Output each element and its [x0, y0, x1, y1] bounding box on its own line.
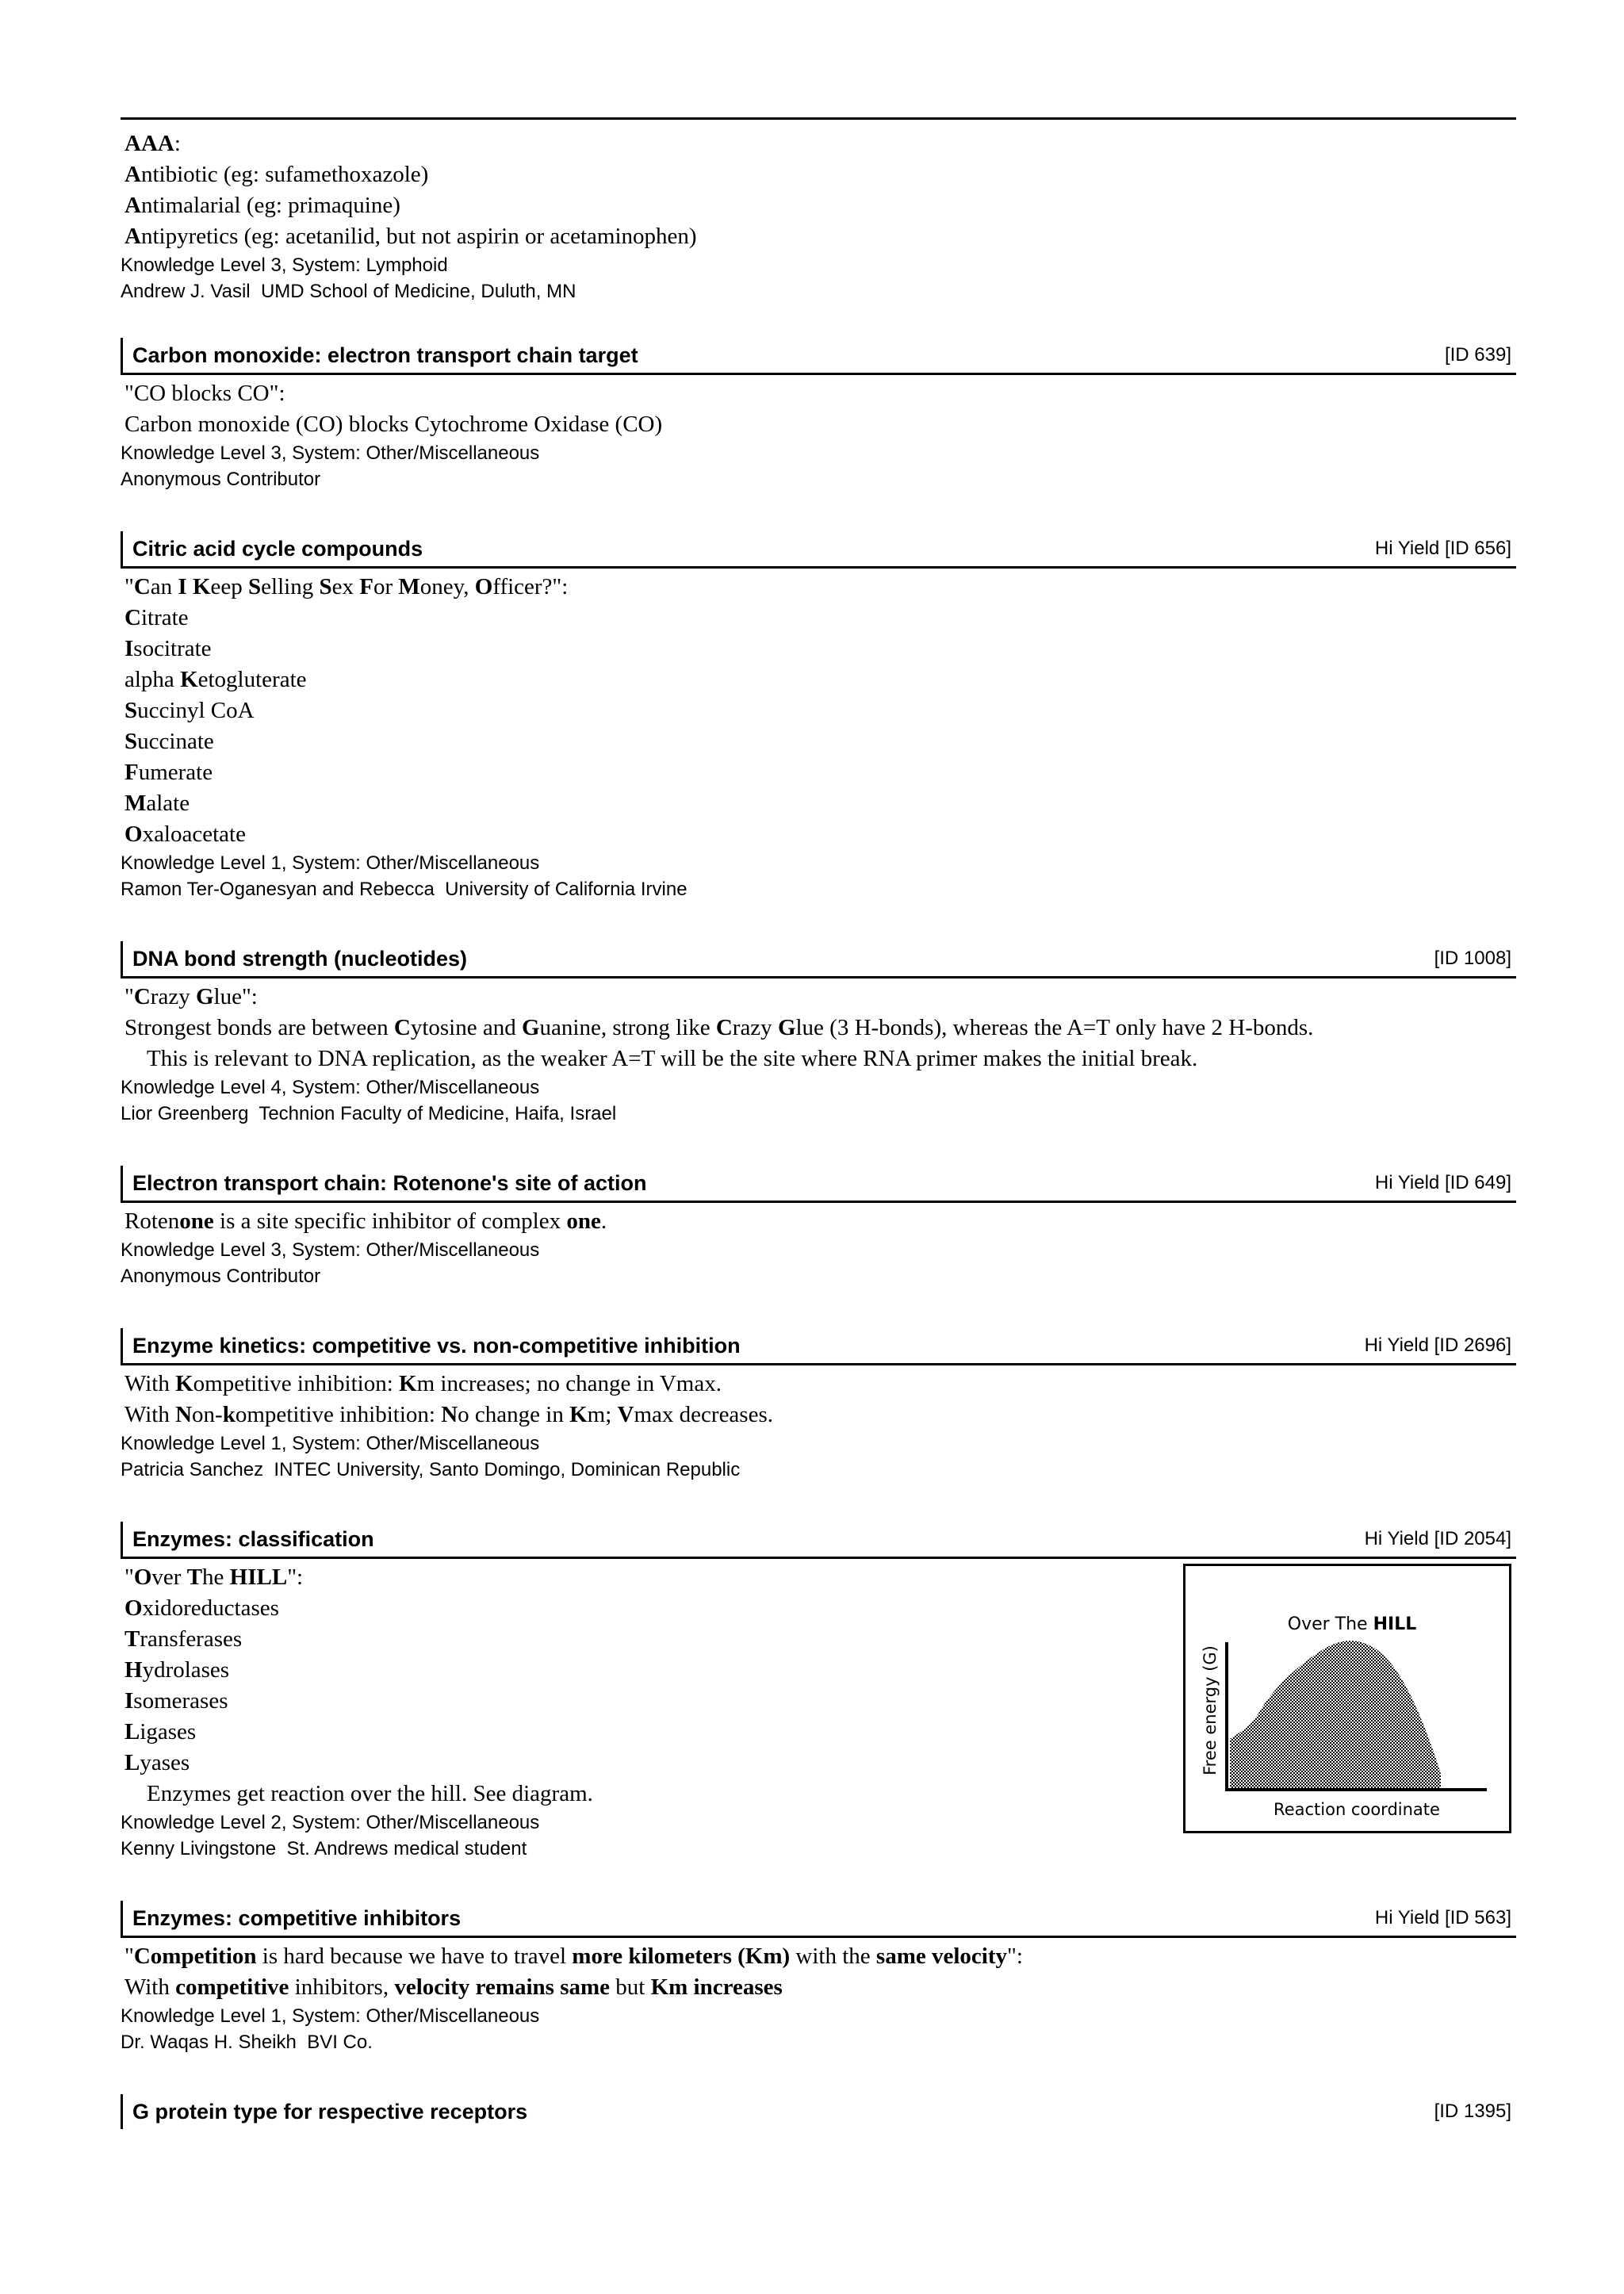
text-run — [187, 574, 193, 599]
entry-title: Enzymes: competitive inhibitors — [132, 1906, 462, 1930]
over-the-hill-diagram — [1183, 1564, 1511, 1833]
mnemonic-letter: S — [248, 574, 262, 599]
body-line — [124, 159, 1516, 190]
author: Andrew J. Vasil UMD School of Medicine, Duluth, MN — [121, 281, 576, 302]
text-run: : — [174, 131, 181, 156]
text-run: is a site specific inhibitor of complex — [213, 1208, 567, 1234]
mnemonic-letter: K — [399, 1371, 417, 1396]
text-run: uanine, strong like — [539, 1015, 716, 1040]
body-line — [124, 819, 1516, 850]
author: Ramon Ter-Oganesyan and Rebecca University of California Irvine — [121, 879, 688, 900]
text-run: etogluterate — [197, 667, 307, 692]
mnemonic-letter: O — [133, 1564, 152, 1590]
entry-header — [121, 941, 1516, 978]
mnemonic-letter: K — [175, 1371, 193, 1396]
body-line — [124, 1013, 1516, 1044]
body-line — [124, 221, 1516, 252]
entry-id-tag: Hi Yield [ID 649] — [1374, 1172, 1511, 1193]
text-run: umerate — [138, 760, 213, 785]
text-run: " — [124, 574, 134, 599]
mnemonic-letter: more kilometers (Km) — [572, 1944, 791, 1969]
text-run: is hard because we have to travel — [256, 1944, 573, 1969]
text-run: igases — [140, 1719, 197, 1744]
entry-id-tag: Hi Yield [ID 656] — [1374, 538, 1511, 559]
mnemonic-letter: G — [521, 1015, 540, 1040]
mnemonic-letter: H — [124, 1657, 143, 1683]
body-line — [124, 190, 1516, 221]
text-run: eep — [210, 574, 249, 599]
mnemonic-letter: O — [124, 821, 143, 847]
text-run: This is relevant to DNA replication, as the weaker A=T will be the site where RNA primer makes the initial break. — [147, 1046, 1198, 1071]
knowledge-level: Knowledge Level 1, System: Other/Miscellaneous — [121, 1433, 540, 1454]
text-run: uccinate — [137, 729, 214, 754]
text-run: he — [202, 1564, 230, 1590]
text-run: alpha — [124, 667, 181, 692]
body-line — [124, 409, 1516, 440]
mnemonic-letter: velocity remains same — [394, 1974, 611, 2000]
entry-citric-acid-cycle — [121, 531, 1516, 902]
mnemonic-letter: one — [179, 1208, 214, 1234]
text-run: elling — [261, 574, 320, 599]
entry-id-tag: Hi Yield [ID 2054] — [1364, 1528, 1511, 1549]
mnemonic-letter: O — [474, 574, 493, 599]
text-run: lue": — [213, 984, 258, 1009]
text-run: an — [150, 574, 178, 599]
text-run: ": — [1007, 1944, 1023, 1969]
entry-title: Citric acid cycle compounds — [132, 537, 423, 561]
mnemonic-letter: C — [133, 574, 151, 599]
text-run: ransferases — [140, 1626, 243, 1652]
text-run: With — [124, 1974, 176, 2000]
body-line — [124, 695, 1516, 726]
mnemonic-letter: K — [180, 667, 198, 692]
mnemonic-letter: AAA — [124, 131, 174, 156]
mnemonic-letter: C — [124, 605, 141, 630]
entry-header — [121, 1166, 1516, 1203]
mnemonic-letter: Competition — [133, 1944, 257, 1969]
body-line — [124, 378, 1516, 409]
entry-id-tag: Hi Yield [ID 563] — [1374, 1907, 1511, 1928]
author: Patricia Sanchez INTEC University, Santo Domingo, Dominican Republic — [121, 1459, 741, 1480]
text-run: somerases — [133, 1688, 228, 1714]
text-run: With — [124, 1371, 176, 1396]
body-line — [124, 1044, 1516, 1074]
entry-id-tag: [ID 1395] — [1434, 2101, 1511, 2122]
mnemonic-letter: A — [124, 224, 141, 249]
hill-diagram-svg — [1185, 1566, 1509, 1831]
text-run: ex — [331, 574, 360, 599]
knowledge-level: Knowledge Level 4, System: Other/Miscellaneous — [121, 1077, 540, 1098]
mnemonic-letter: O — [124, 1595, 143, 1621]
mnemonic-letter: k — [222, 1402, 236, 1427]
body-line — [124, 788, 1516, 819]
mnemonic-letter: C — [393, 1015, 411, 1040]
mnemonic-letter: C — [715, 1015, 733, 1040]
mnemonic-letter: F — [359, 574, 373, 599]
top-rule — [121, 117, 1516, 120]
entry-body — [121, 125, 1516, 252]
text-run: inhibitors, — [289, 1974, 395, 2000]
text-run: razy — [732, 1015, 778, 1040]
knowledge-level: Knowledge Level 3, System: Other/Miscellaneous — [121, 1239, 540, 1261]
body-line — [124, 982, 1516, 1013]
entry-body — [121, 1938, 1516, 2003]
text-run: or — [373, 574, 399, 599]
text-run: m; — [587, 1402, 618, 1427]
author: Anonymous Contributor — [121, 469, 321, 490]
mnemonic-letter: Km increases — [650, 1974, 783, 2000]
text-run: fficer?": — [492, 574, 569, 599]
body-line — [124, 1369, 1516, 1400]
entry-body — [121, 1203, 1516, 1237]
mnemonic-letter: F — [124, 760, 139, 785]
knowledge-level: Knowledge Level 1, System: Other/Miscellaneous — [121, 852, 540, 874]
mnemonic-letter: L — [124, 1750, 140, 1775]
entry-title: DNA bond strength (nucleotides) — [132, 947, 467, 971]
mnemonic-letter: L — [124, 1719, 140, 1744]
knowledge-level: Knowledge Level 3, System: Lymphoid — [121, 255, 448, 276]
mnemonic-letter: I — [124, 1688, 134, 1714]
entry-title: G protein type for respective receptors — [132, 2100, 528, 2124]
entry-dna-bond-strength — [121, 941, 1516, 1127]
entry-header — [121, 2094, 1516, 2129]
text-run: alate — [146, 791, 190, 816]
mnemonic-letter: S — [124, 698, 138, 723]
hill-curve — [1230, 1641, 1441, 1788]
mnemonic-letter: same velocity — [875, 1944, 1008, 1969]
text-run: " — [124, 1944, 134, 1969]
mnemonic-letter: M — [398, 574, 420, 599]
entry-id-tag: Hi Yield [ID 2696] — [1364, 1335, 1511, 1356]
mnemonic-letter: HILL — [229, 1564, 288, 1590]
entry-header — [121, 531, 1516, 569]
text-run: m increases; no change in Vmax. — [416, 1371, 722, 1396]
entry-title: Enzyme kinetics: competitive vs. non-competitive inhibition — [132, 1334, 741, 1358]
author: Anonymous Contributor — [121, 1266, 321, 1287]
text-run: Strongest bonds are between — [124, 1015, 394, 1040]
entry-header — [121, 1328, 1516, 1365]
text-run: lue (3 H-bonds), whereas the A=T only have 2 H-bonds. — [795, 1015, 1314, 1040]
body-line — [124, 757, 1516, 788]
text-run: ntibiotic (eg: sufamethoxazole) — [140, 162, 429, 187]
mnemonic-letter: A — [124, 162, 141, 187]
mnemonic-letter: S — [319, 574, 332, 599]
author: Kenny Livingstone St. Andrews medical student — [121, 1838, 527, 1859]
text-run: " — [124, 984, 134, 1009]
body-line — [124, 664, 1516, 695]
body-line — [124, 1400, 1516, 1430]
mnemonic-letter: K — [569, 1402, 588, 1427]
knowledge-level: Knowledge Level 3, System: Other/Miscellaneous — [121, 442, 540, 464]
body-line — [124, 128, 1516, 159]
y-axis-label: Free energy (G) — [1201, 1645, 1220, 1775]
mnemonic-letter: I — [178, 574, 187, 599]
text-run: . — [600, 1208, 607, 1234]
entry-body — [121, 978, 1516, 1074]
text-run: ytosine and — [410, 1015, 522, 1040]
entry-id-tag: [ID 1008] — [1434, 948, 1511, 969]
entry-header — [121, 1522, 1516, 1559]
text-run: ver — [151, 1564, 187, 1590]
entry-aaa — [121, 125, 1516, 304]
entry-header — [121, 1901, 1516, 1938]
text-run: Roten — [124, 1208, 180, 1234]
text-run: " — [124, 1564, 134, 1590]
text-run: Carbon monoxide (CO) blocks Cytochrome Oxidase (CO) — [124, 412, 663, 437]
mnemonic-letter: A — [124, 193, 141, 218]
mnemonic-letter: T — [186, 1564, 203, 1590]
body-line — [124, 1206, 1516, 1237]
entry-body — [121, 1365, 1516, 1430]
text-run: ompetitive inhibition: — [193, 1371, 400, 1396]
text-run: xaloacetate — [142, 821, 246, 847]
entry-rotenone — [121, 1166, 1516, 1289]
text-run: razy — [150, 984, 196, 1009]
entry-title: Enzymes: classification — [132, 1527, 374, 1551]
mnemonic-letter: M — [124, 791, 147, 816]
mnemonic-letter: K — [192, 574, 211, 599]
body-line — [124, 634, 1516, 664]
body-line — [124, 603, 1516, 634]
knowledge-level: Knowledge Level 1, System: Other/Miscellaneous — [121, 2005, 540, 2027]
mnemonic-letter: T — [124, 1626, 140, 1652]
author: Dr. Waqas H. Sheikh BVI Co. — [121, 2032, 373, 2053]
entry-title: Carbon monoxide: electron transport chain target — [132, 343, 638, 367]
text-run: but — [610, 1974, 651, 2000]
text-run: ": — [287, 1564, 304, 1590]
text-run: o change in — [458, 1402, 570, 1427]
mnemonic-letter: V — [617, 1402, 634, 1427]
text-run: ydrolases — [142, 1657, 230, 1683]
x-axis-label: Reaction coordinate — [1274, 1800, 1440, 1819]
entry-g-protein — [121, 2094, 1516, 2129]
mnemonic-letter: I — [124, 636, 134, 661]
mnemonic-letter: N — [175, 1402, 193, 1427]
text-run: With — [124, 1402, 176, 1427]
author: Lior Greenberg Technion Faculty of Medicine, Haifa, Israel — [121, 1103, 617, 1124]
body-line — [124, 572, 1516, 603]
text-run: socitrate — [133, 636, 212, 661]
text-run: ntimalarial (eg: primaquine) — [140, 193, 400, 218]
entry-enzyme-kinetics — [121, 1328, 1516, 1483]
text-run: itrate — [140, 605, 189, 630]
entry-body — [121, 375, 1516, 440]
text-run: xidoreductases — [142, 1595, 279, 1621]
mnemonic-letter: competitive — [175, 1974, 289, 2000]
diagram-title: Over The HILL — [1287, 1614, 1417, 1634]
text-run: "CO blocks CO": — [124, 381, 285, 406]
text-run: Enzymes get reaction over the hill. See diagram. — [147, 1781, 593, 1806]
entry-carbon-monoxide — [121, 338, 1516, 492]
entry-competitive-inhibitors — [121, 1901, 1516, 2055]
knowledge-level: Knowledge Level 2, System: Other/Miscellaneous — [121, 1812, 540, 1833]
text-run: yases — [140, 1750, 190, 1775]
text-run: oney, — [419, 574, 475, 599]
body-line — [124, 1972, 1516, 2003]
mnemonic-letter: G — [195, 984, 214, 1009]
text-run: uccinyl CoA — [137, 698, 255, 723]
entry-body — [121, 569, 1516, 850]
mnemonic-letter: one — [566, 1208, 601, 1234]
text-run: on- — [192, 1402, 223, 1427]
entry-id-tag: [ID 639] — [1444, 344, 1511, 366]
text-run: ntipyretics (eg: acetanilid, but not aspirin or acetaminophen) — [140, 224, 697, 249]
mnemonic-letter: C — [133, 984, 151, 1009]
entry-title: Electron transport chain: Rotenone's site of action — [132, 1171, 647, 1195]
body-line — [124, 1941, 1516, 1972]
text-run: with the — [790, 1944, 876, 1969]
mnemonic-letter: S — [124, 729, 138, 754]
text-run: ompetitive inhibition: — [235, 1402, 442, 1427]
text-run: max decreases. — [634, 1402, 773, 1427]
mnemonic-letter: N — [441, 1402, 458, 1427]
entry-header — [121, 338, 1516, 375]
mnemonic-letter: G — [777, 1015, 796, 1040]
body-line — [124, 726, 1516, 757]
